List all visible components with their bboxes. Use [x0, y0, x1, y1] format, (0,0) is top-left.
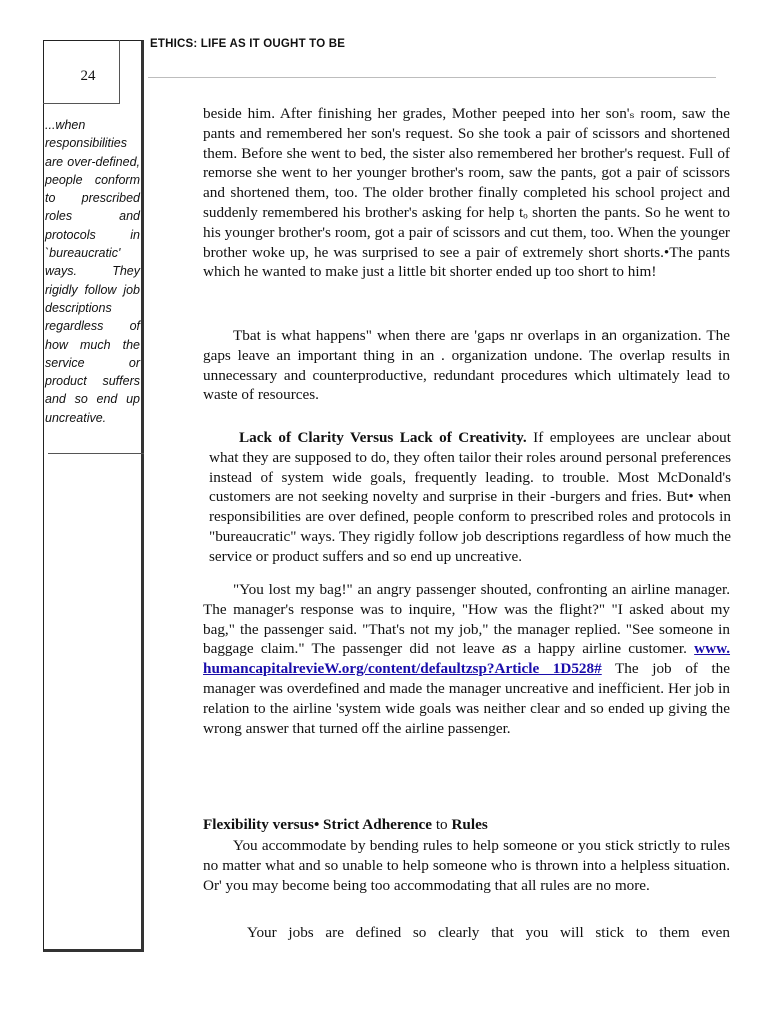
- header-divider: [148, 77, 716, 78]
- paragraph-text: "You lost my bag!" an angry passenger shouted, confronting an airline manager. The manager's response was to inquire, "How was the flight?" "I asked about my bag," the passenger said. "That's not my job," the manager replied. "See someone in baggage claim." The passenger did not leave: [203, 581, 730, 658]
- running-header: ETHICS: LIFE AS IT OUGHT TO BE: [150, 38, 346, 50]
- paragraph-text: organization. The gaps leave an important thing in an . organization undone. The overlap results in unnecessary and counterproductive, redundant procedures which ultimately lead to waste of resources.: [203, 327, 730, 404]
- page-number: 24: [80, 68, 96, 84]
- paragraph-text: an: [601, 327, 617, 343]
- margin-note: ...when responsibilities are over-defined, people conform to prescribed roles and protocols in `bureaucratic' ways. They rigidly follow job descriptions regardless of how much the service or product suffers and so end up uncreative.: [45, 118, 140, 425]
- paragraph-story-end: beside him. After finishing her grades, Mother peeped into her son'ₛ room, saw the pants and remembered her son's request. So she took a pair of scissors and shortened them. Before she went to bed, the sister also remembered her brother's request. Full of remorse she went to her younger brother's room, saw the pants, got a pair of scissors and shortened them, too. The older brother finally completed his school project and suddenly remembered his brother's asking for help tₒ shorten the pants. So he went to his younger brother's room, got a pair of scissors and cut them, too. When the younger brother woke up, he was surprised to see a pair of extremely short shorts.•The pants which he wanted to make just a little bit shorter ended up too short to him!: [203, 105, 730, 281]
- paragraph-text: a happy airline customer.: [516, 640, 695, 658]
- paragraph-lost-bag: [203, 580, 730, 738]
- heading-text: to: [432, 816, 452, 833]
- paragraph-accommodate: You accommodate by bending rules to help someone or you stick strictly to rules no matter what and so unable to help someone who is thrown into a helpless situation. Or' you may become being too accommodating that all rules are no more.: [203, 837, 730, 894]
- heading-text: Flexibility versus• Strict Adherence: [203, 816, 433, 833]
- paragraph-text: If employees are unclear about what they are supposed to do, they often tailor their roles around personal preferences instead of system wide goals, frequently leading. to trouble. Most McDonald's customers are not seeking novelty and surprise in their -burgers and fries. But• when responsibilities are over defined, people conform to prescribed roles and protocols in "bureaucratic" ways. They rigidly follow job descriptions regardless of how much the service or product suffers and so end up uncreative.: [209, 429, 731, 565]
- paragraph-gaps-overlaps: [203, 326, 730, 405]
- section-heading-flexibility: [203, 815, 730, 835]
- section-heading-clarity: Lack of Clarity Versus Lack of Creativity.: [239, 429, 527, 446]
- paragraph-text: as: [501, 640, 517, 657]
- heading-text: Rules: [451, 816, 488, 833]
- paragraph-text: The job of the manager was overdefined and made the manager uncreative and inefficient. Her job in relation to the airline 'system wide goals was neither clear and so ended up giving the wrong answer that turned off the airline passenger.: [203, 660, 730, 737]
- margin-divider: [48, 453, 144, 454]
- paragraph-text: Tbat is what happens" when there are 'gaps nr overlaps in: [233, 327, 602, 344]
- paragraph-jobs-defined: Your jobs are defined so clearly that you will stick to them even: [247, 924, 730, 941]
- article-link[interactable]: www. humancapitalrevieW.org/content/defaultzsp?Article 1D528#: [203, 640, 731, 678]
- paragraph-clarity-creativity: [209, 428, 731, 567]
